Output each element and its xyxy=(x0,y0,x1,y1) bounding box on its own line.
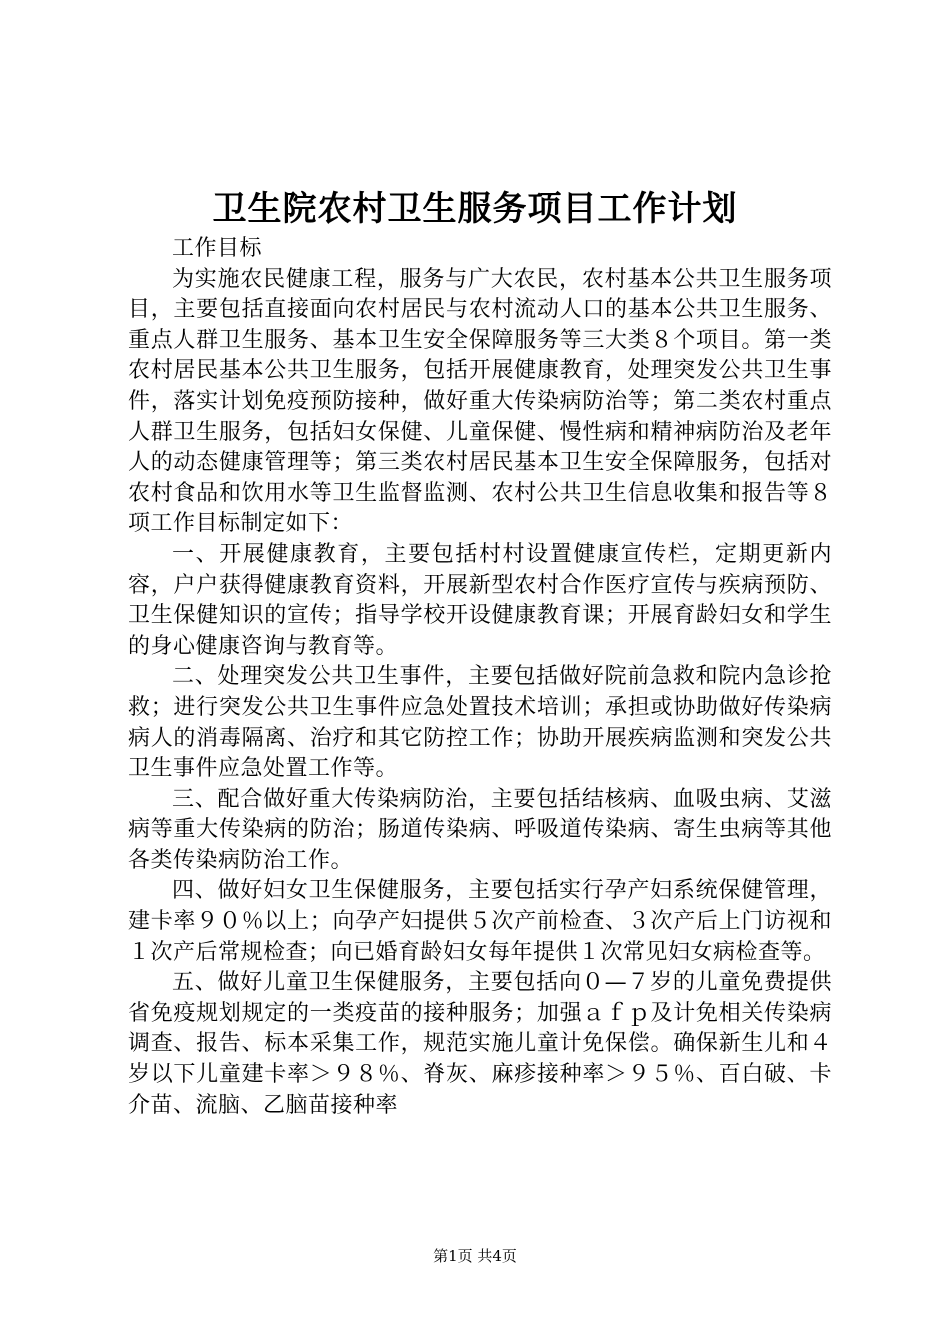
paragraph-item-4: 四、做好妇女卫生保健服务，主要包括实行孕产妇系统保健管理，建卡率９０％以上；向孕产妇提供５次产前检查、３次产后上门访视和１次产后常规检查；向已婚育龄妇女每年提供１次常见妇女病检查等。 xyxy=(128,878,832,965)
page-number-footer: 第1页 共4页 xyxy=(433,1247,517,1265)
paragraph-item-5: 五、做好儿童卫生保健服务，主要包括向０—７岁的儿童免费提供省免疫规划规定的一类疫苗的接种服务；加强ａｆｐ及计免相关传染病调查、报告、标本采集工作，规范实施儿童计免保偿。确保新生儿和４岁以下儿童建卡率＞９８％、脊灰、麻疹接种率＞９５％、百白破、卡介苗、流脑、乙脑苗接种率 xyxy=(128,970,832,1118)
paragraph-item-2: 二、处理突发公共卫生事件，主要包括做好院前急救和院内急诊抢救；进行突发公共卫生事件应急处置技术培训；承担或协助做好传染病病人的消毒隔离、治疗和其它防控工作；协助开展疾病监测和突发公共卫生事件应急处置工作等。 xyxy=(128,664,832,782)
paragraph-item-3: 三、配合做好重大传染病防治，主要包括结核病、血吸虫病、艾滋病等重大传染病的防治；肠道传染病、呼吸道传染病、寄生虫病等其他各类传染病防治工作。 xyxy=(128,786,832,873)
document-body xyxy=(128,234,832,1121)
paragraph-item-1: 一、开展健康教育，主要包括村村设置健康宣传栏，定期更新内容，户户获得健康教育资料，开展新型农村合作医疗宣传与疾病预防、卫生保健知识的宣传；指导学校开设健康教育课；开展育龄妇女和学生的身心健康咨询与教育等。 xyxy=(128,541,832,659)
section-heading: 工作目标 xyxy=(172,236,263,261)
paragraph-intro: 为实施农民健康工程，服务与广大农民，农村基本公共卫生服务项目，主要包括直接面向农村居民与农村流动人口的基本公共卫生服务、重点人群卫生服务、基本卫生安全保障服务等三大类８个项目。第一类农村居民基本公共卫生服务，包括开展健康教育，处理突发公共卫生事件，落实计划免疫预防接种，做好重大传染病防治等；第二类农村重点人群卫生服务，包括妇女保健、儿童保健、慢性病和精神病防治及老年人的动态健康管理等；第三类农村居民基本卫生安全保障服务，包括对农村食品和饮用水等卫生监督监测、农村公共卫生信息收集和报告等８项工作目标制定如下： xyxy=(128,266,832,537)
document-title: 卫生院农村卫生服务项目工作计划 xyxy=(212,189,738,229)
